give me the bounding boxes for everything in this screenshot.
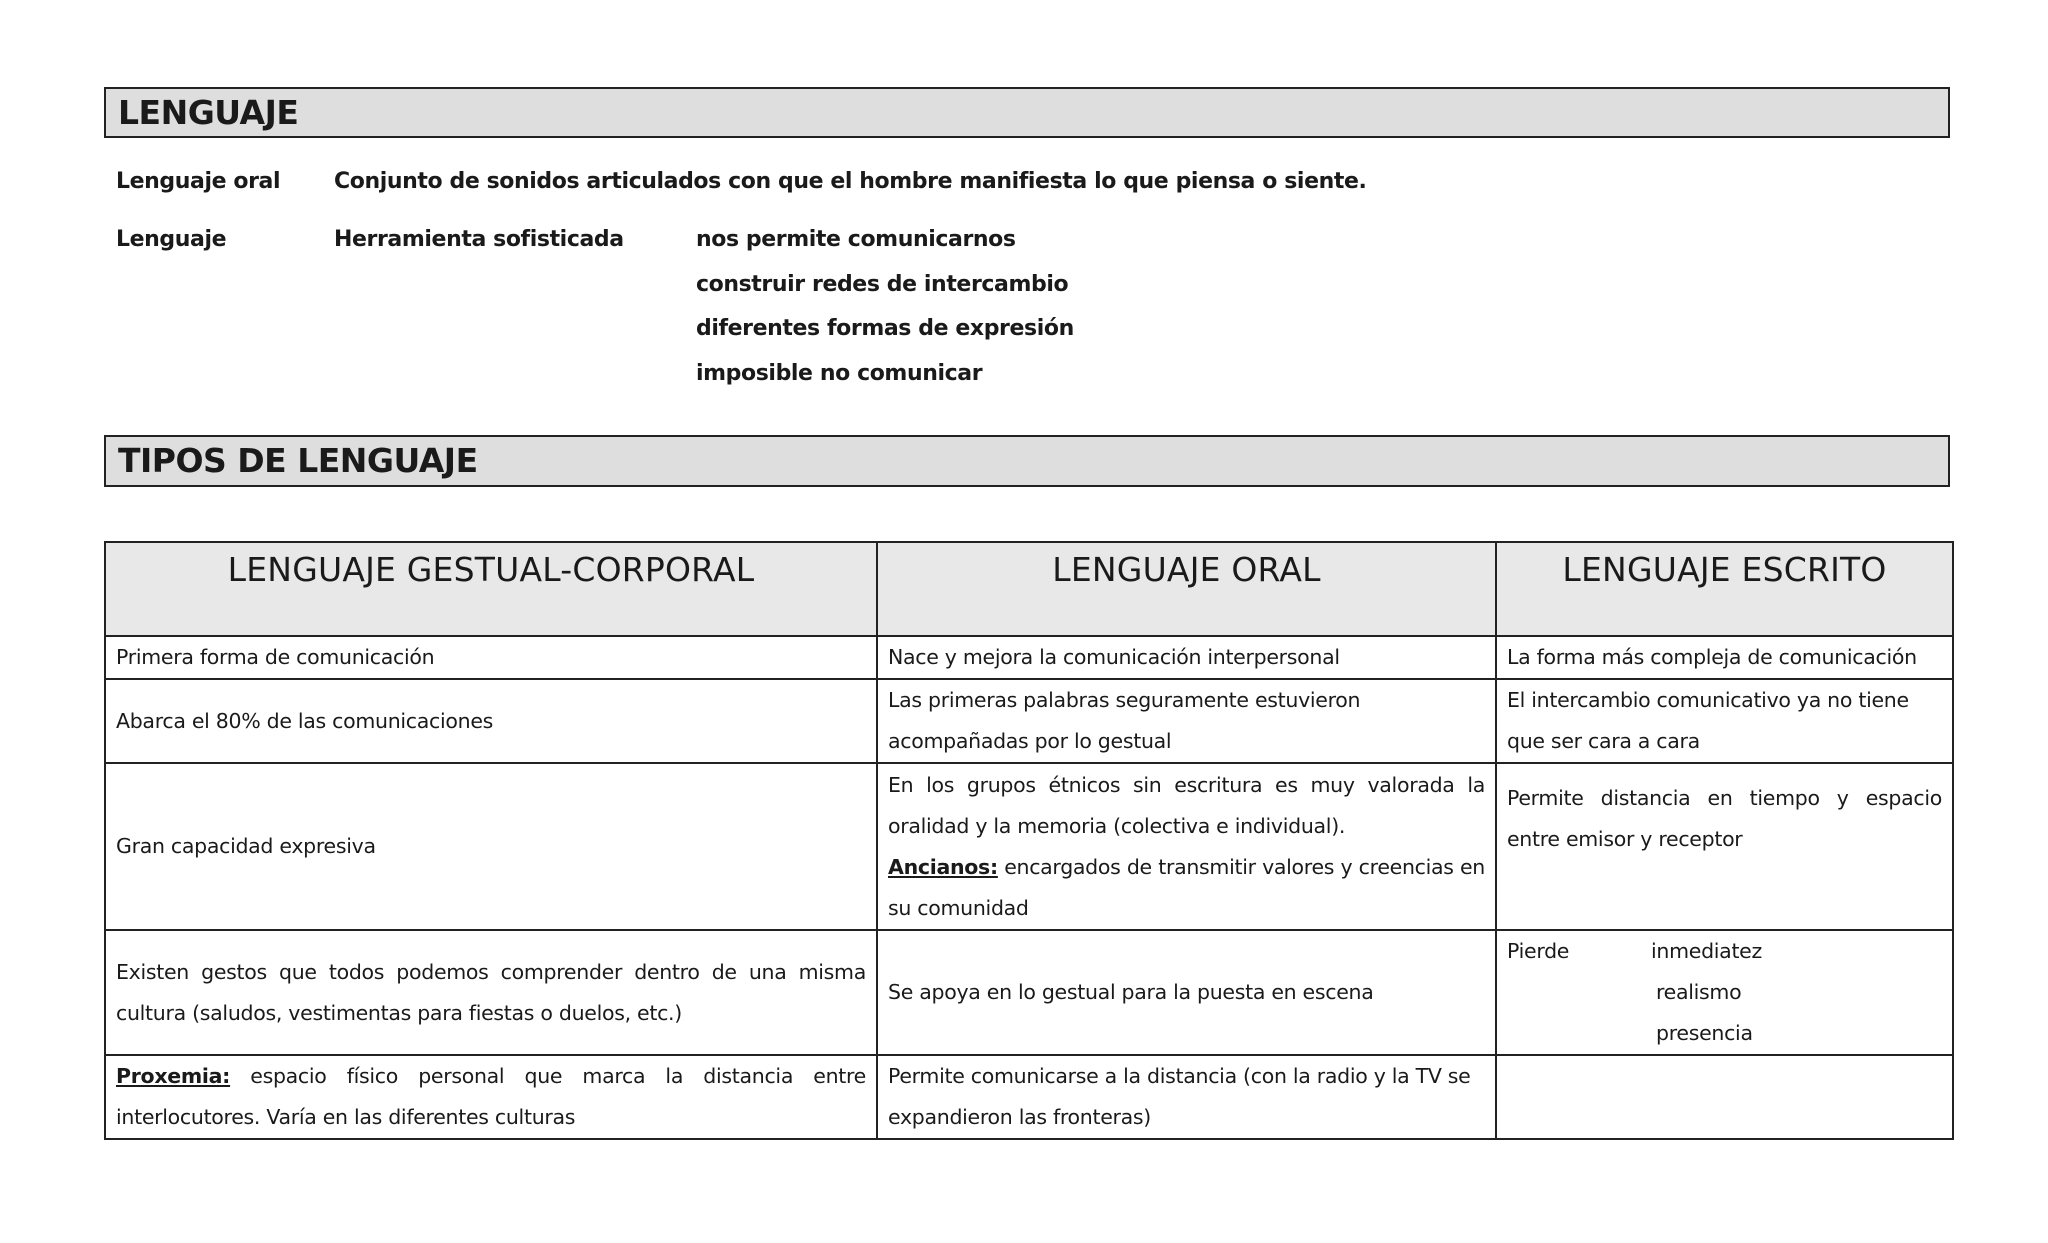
lenguaje-description: Herramienta sofisticada	[334, 227, 624, 252]
lenguaje-oral-label: Lenguaje oral	[116, 169, 281, 194]
table-header-row	[105, 542, 1953, 636]
header-oral: LENGUAJE ORAL	[877, 542, 1496, 636]
header-escrito: LENGUAJE ESCRITO	[1496, 542, 1953, 636]
pierde-label: Pierde	[1507, 939, 1570, 963]
lenguaje-item: diferentes formas de expresión	[696, 316, 1074, 341]
table-row	[105, 636, 1953, 679]
ancianos-label: Ancianos:	[888, 854, 998, 879]
table-cell: Existen gestos que todos podemos comprender dentro de una misma cultura (saludos, vestimentas para fiestas o duelos, etc.)	[105, 930, 877, 1055]
pierde-item: presencia	[1656, 1021, 1753, 1045]
cell-text: En los grupos étnicos sin escritura es muy valorada la oralidad y la memoria (colectiva e individual).	[888, 772, 1485, 838]
table-row	[105, 930, 1953, 1055]
table-cell: Nace y mejora la comunicación interpersonal	[877, 636, 1496, 679]
table-row	[105, 679, 1953, 763]
lenguaje-label: Lenguaje	[116, 227, 227, 252]
cell-text: espacio físico personal que marca la distancia entre interlocutores. Varía en las diferentes culturas	[116, 1064, 866, 1129]
table-cell	[877, 763, 1496, 930]
proxemia-label: Proxemia:	[116, 1064, 231, 1088]
table-cell: Abarca el 80% de las comunicaciones	[105, 679, 877, 763]
pierde-item: realismo	[1656, 980, 1742, 1004]
table-cell: Permite comunicarse a la distancia (con la radio y la TV se expandieron las fronteras)	[877, 1055, 1496, 1139]
table-row	[105, 1055, 1953, 1139]
table-cell: El intercambio comunicativo ya no tiene que ser cara a cara	[1496, 679, 1953, 763]
lenguaje-item: construir redes de intercambio	[696, 272, 1069, 297]
cell-text: encargados de transmitir valores y creencias en su comunidad	[888, 854, 1485, 920]
lenguaje-item: nos permite comunicarnos	[696, 227, 1016, 252]
table-cell: La forma más compleja de comunicación	[1496, 636, 1953, 679]
header-gestual-corporal: LENGUAJE GESTUAL-CORPORAL	[105, 542, 877, 636]
table-cell	[105, 1055, 877, 1139]
table-cell	[1496, 930, 1953, 1055]
section-title-lenguaje: LENGUAJE	[104, 87, 1950, 138]
table-cell: Las primeras palabras seguramente estuvieron acompañadas por lo gestual	[877, 679, 1496, 763]
table-cell: Se apoya en lo gestual para la puesta en escena	[877, 930, 1496, 1055]
lenguaje-item: imposible no comunicar	[696, 361, 983, 386]
table-row	[105, 763, 1953, 930]
table-cell: Primera forma de comunicación	[105, 636, 877, 679]
table-cell: Gran capacidad expresiva	[105, 763, 877, 930]
lenguaje-oral-definition: Conjunto de sonidos articulados con que el hombre manifiesta lo que piensa o siente.	[334, 169, 1367, 194]
tipos-de-lenguaje-table	[104, 541, 1954, 1140]
table-cell: Permite distancia en tiempo y espacio entre emisor y receptor	[1496, 763, 1953, 930]
pierde-item: inmediatez	[1651, 939, 1762, 963]
table-cell	[1496, 1055, 1953, 1139]
section-title-tipos-de-lenguaje: TIPOS DE LENGUAJE	[104, 435, 1950, 487]
